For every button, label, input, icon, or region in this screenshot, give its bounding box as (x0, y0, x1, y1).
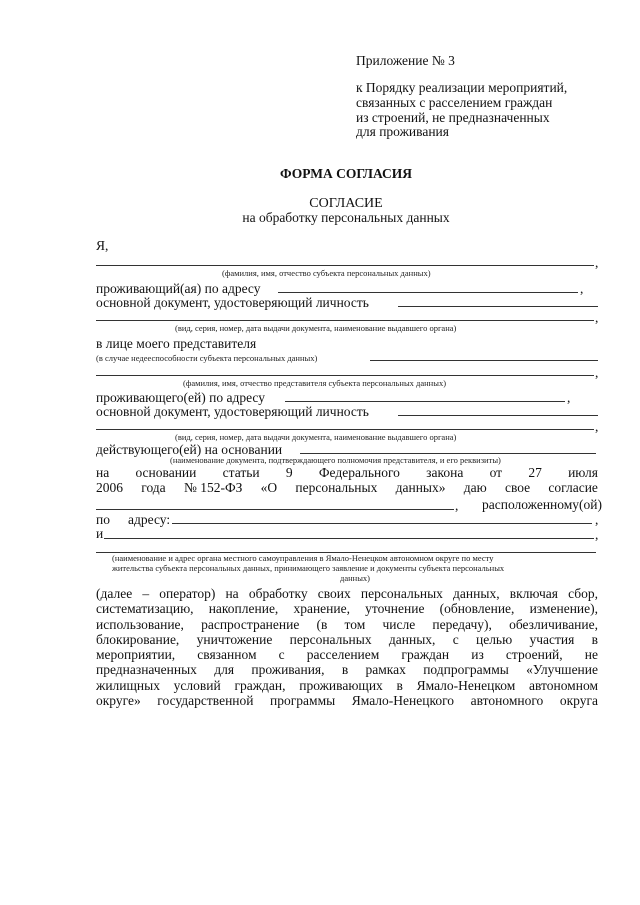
body-line: использование, распространение (в том числе передачу), обезличивание, (96, 616, 598, 632)
hint-doc2: (вид, серия, номер, дата выдачи документа, наименование выдавшего органа) (175, 432, 457, 442)
form-title: ФОРМА СОГЛАСИЯ (279, 166, 413, 181)
and-label: и (96, 526, 104, 541)
located-label: расположенному(ой) (482, 497, 603, 512)
body-line: систематизацию, накопление, хранение, уточнение (обновление, изменение), (96, 601, 598, 617)
word: 27 (528, 465, 542, 480)
consent-body (96, 586, 598, 708)
basis-line (96, 465, 598, 480)
word: согласие (548, 480, 598, 495)
doc-subtitle: на обработку персональных данных (242, 210, 450, 225)
comma: , (595, 255, 599, 270)
hint-org-2: жительства субъекта персональных данных, принимающего заявление и документы субъекта персональных (112, 563, 505, 573)
body-line: (далее – оператор) на обработку своих персональных данных, включая сбор, (96, 586, 598, 601)
word: Федерального (318, 465, 400, 480)
hint-org-1: (наименование и адрес органа местного самоуправления в Ямало-Ненецком автономном округе по месту (112, 553, 494, 563)
word: 9 (285, 465, 293, 480)
word: свое (504, 480, 531, 495)
id-doc-label: основной документ, удостоверяющий личность (96, 295, 369, 310)
address-line[interactable] (278, 292, 578, 293)
word: персональных (295, 480, 378, 495)
word: данных» (395, 480, 446, 495)
word: на (96, 465, 110, 480)
id-doc-line-2[interactable] (96, 320, 594, 321)
hint-rep-fio: (фамилия, имя, отчество представителя субъекта персональных данных) (183, 378, 447, 388)
header-line-1: к Порядку реализации мероприятий, (356, 80, 568, 95)
address-label: адресу: (128, 512, 171, 527)
hint-authority: (наименование документа, подтверждающего полномочия представителя, и его реквизиты) (170, 455, 501, 465)
org-address-line[interactable] (172, 523, 592, 524)
body-line: блокирование, уничтожение персональных данных, с целью участия в (96, 631, 598, 647)
word: года (141, 480, 166, 495)
body-line: жилищных условий граждан, проживающих в Ямало-Ненецком автономном (96, 677, 598, 693)
appendix-number: Приложение № 3 (356, 53, 455, 68)
word: даю (463, 480, 487, 495)
fio-line[interactable] (96, 265, 594, 266)
doc-title: СОГЛАСИЕ (309, 196, 383, 211)
by-label: по (96, 512, 110, 527)
header-line-3: из строений, не предназначенных (356, 110, 550, 125)
id-doc-line[interactable] (398, 306, 598, 307)
comma: , (595, 365, 599, 380)
header-line-4: для проживания (356, 124, 449, 139)
comma: , (455, 498, 459, 513)
comma: , (567, 390, 571, 405)
word: от (489, 465, 503, 480)
comma: , (580, 281, 584, 296)
word: № 152-ФЗ (183, 480, 243, 495)
rep-address-line[interactable] (285, 401, 565, 402)
body-line: округе» государственной программы Ямало-Ненецкого автономного округа (96, 693, 598, 709)
header-line-2: связанных с расселением граждан (356, 95, 553, 110)
id-doc2-label: основной документ, удостоверяющий личность (96, 404, 369, 419)
word: основании (135, 465, 197, 480)
i-label: Я, (96, 238, 109, 253)
hint-org-3: данных) (340, 573, 370, 583)
residing-label: проживающий(ая) по адресу (96, 281, 261, 296)
word: закона (426, 465, 464, 480)
representative-line[interactable] (370, 360, 598, 361)
comma: , (595, 419, 599, 434)
comma: , (595, 310, 599, 325)
authority-line[interactable] (300, 453, 596, 454)
rep-fio-line[interactable] (96, 375, 594, 376)
comma: , (595, 527, 599, 542)
body-line: мероприятии, связанном с расселением граждан из строений, не (96, 647, 598, 663)
word: статьи (222, 465, 260, 480)
representative-label: в лице моего представителя (96, 336, 257, 351)
org-line-2[interactable] (104, 538, 594, 539)
operator-line[interactable] (96, 509, 454, 510)
hint-doc: (вид, серия, номер, дата выдачи документа, наименование выдавшего органа) (175, 323, 457, 333)
rep-id-doc-line[interactable] (398, 415, 598, 416)
residing2-label: проживающего(ей) по адресу (96, 390, 265, 405)
rep-id-doc-line-2[interactable] (96, 429, 594, 430)
acting-label: действующего(ей) на основании (96, 442, 283, 457)
incapacity-note: (в случае недееспособности субъекта персональных данных) (96, 353, 318, 363)
word: июля (568, 465, 598, 480)
word: «О (260, 480, 278, 495)
law-line (96, 480, 598, 495)
word: 2006 (96, 480, 123, 495)
body-line: предназначенных для проживания, в рамках подпрограммы «Улучшение (96, 662, 598, 678)
comma: , (595, 512, 599, 527)
hint-fio: (фамилия, имя, отчество субъекта персональных данных) (222, 268, 431, 278)
